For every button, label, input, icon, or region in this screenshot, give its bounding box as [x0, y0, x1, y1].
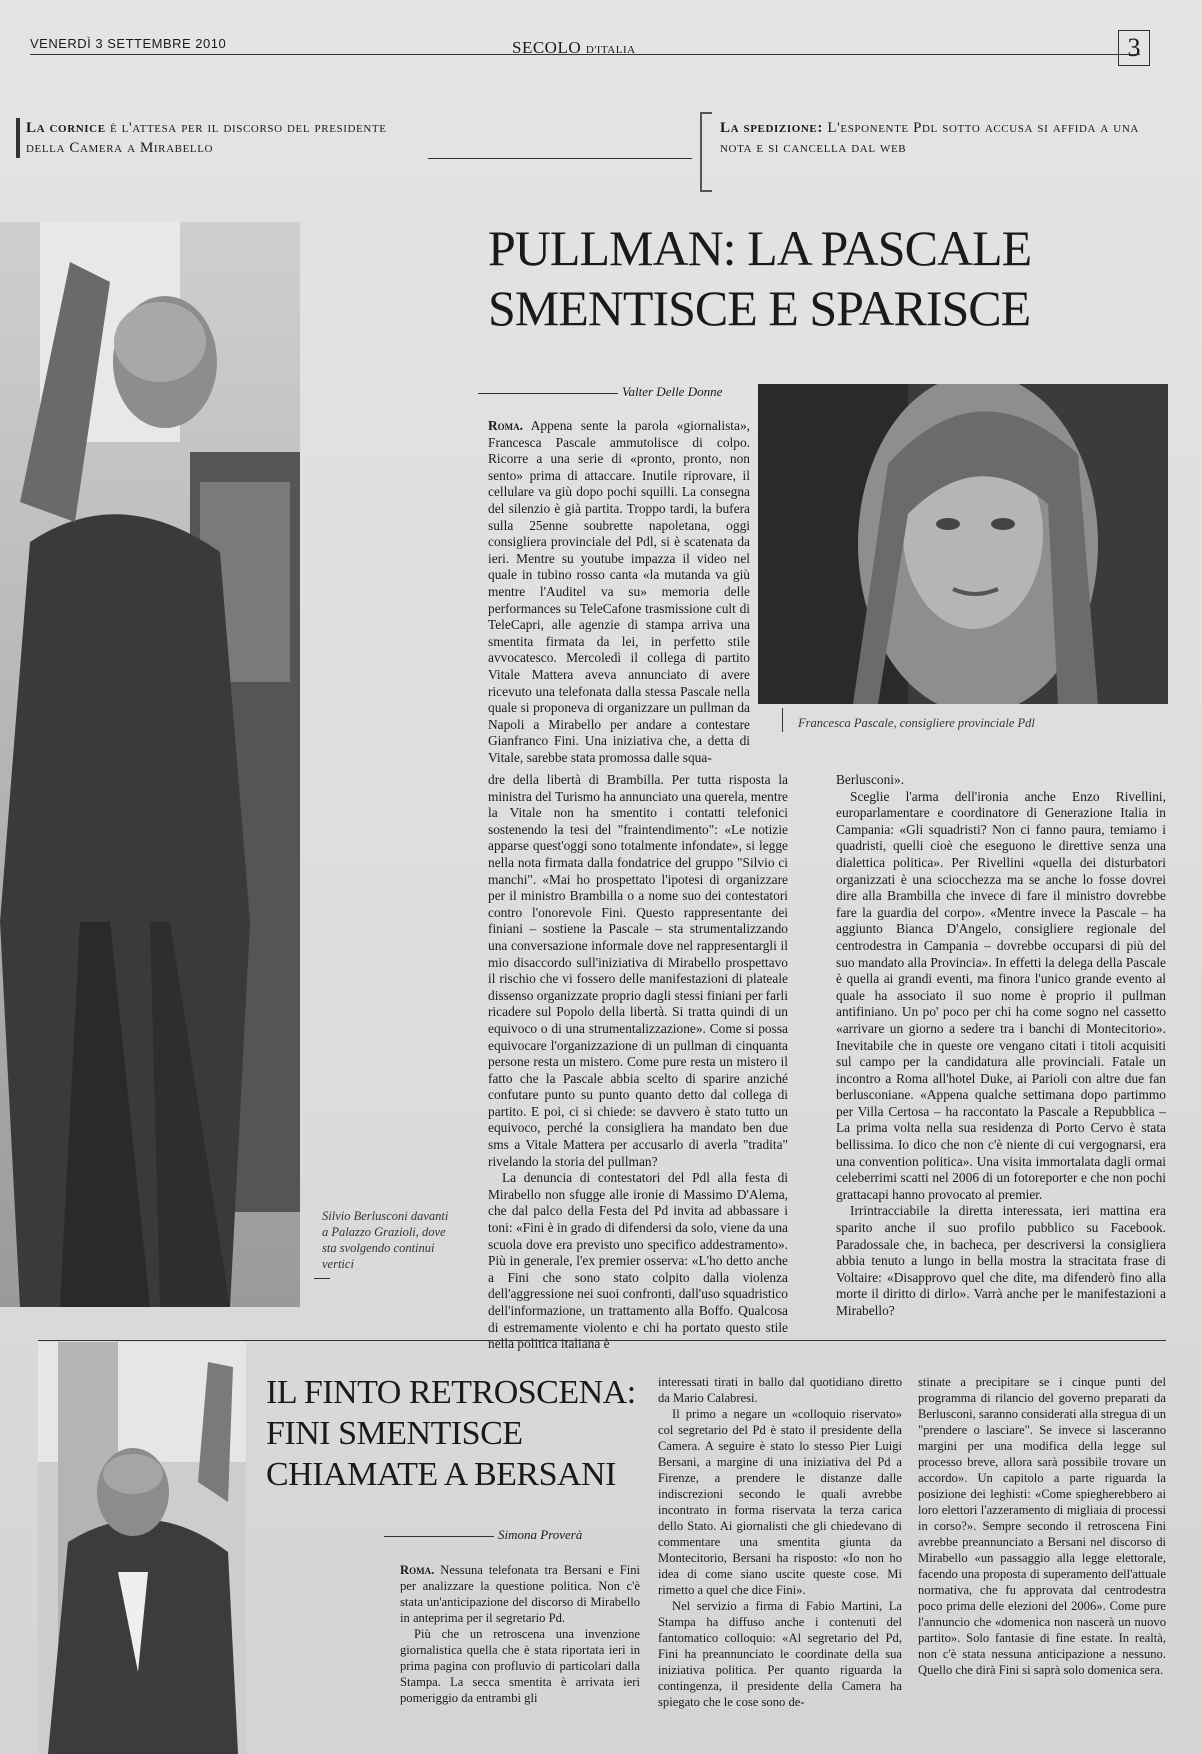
- kicker-left-lead: La cornice: [26, 120, 106, 136]
- headline-main: PULLMAN: LA PASCALE SMENTISCE E SPARISCE: [488, 220, 1032, 336]
- kicker-right: [720, 118, 1160, 158]
- headline-secondary: IL FINTO RETROSCENA: FINI SMENTISCE CHIAMATE A BERSANI: [266, 1374, 636, 1493]
- kicker-bracket: [700, 112, 712, 192]
- dateline-city: Roma.: [488, 418, 524, 433]
- kicker-right-text: L'esponente Pdl sotto accusa si affida a una nota e si cancella dal web: [720, 120, 1139, 156]
- article2-column-1: [400, 1562, 640, 1706]
- paragraph: interessati tirati in ballo dal quotidiano diretto da Mario Calabresi.: [658, 1375, 902, 1405]
- article1-column-1: [488, 418, 750, 766]
- paragraph: Più che un retroscena una invenzione giornalistica quella che è stata riportata ieri in prima pagina con profluvio di particolari dalla Stampa. La secca smentita è arrivata ieri pomeriggio da entrambi gli: [400, 1627, 640, 1705]
- masthead-main: SECOLO: [512, 38, 582, 57]
- article2-column-3: [918, 1374, 1166, 1678]
- dateline-city: Roma.: [400, 1563, 435, 1577]
- article2-column-2: [658, 1374, 902, 1710]
- paragraph: La denuncia di contestatori del Pdl alla festa di Mirabello non sfugge alle ironie di Massimo D'Alema, che dal palco della Festa del Pd invita ad abbassare i toni: «Fini è in grado di difendersi da solo, viene da una scuola dove era previsto uno specifico addestramento». Più in generale, l'ex premier osserva: «L'ho detto anche a Fini che sono stato colpito dalla violenza dell'aggressione nei suoi confronti, dall'uso squadristico dell'informazione, un trattamento alla Boffo. Qualcosa di estremamente violento e chi ha portato questo stile nella politica italiana è: [488, 1170, 788, 1352]
- masthead-small: D'ITALIA: [585, 44, 636, 56]
- paragraph: Il primo a negare un «colloquio riservato» col segretario del Pd è stato il presidente della Camera. A seguire è stato lo stesso Pier Luigi Bersani, a margine di una iniziativa del Pd a Firenze, a prendere le distanze dalle indiscrezioni secondo le quali avrebbe incontrato in forma riservata la terza carica dello Stato. Ai giornalisti che gli chiedevano di commentare una smentita giunta da Montecitorio, Bersani ha risposto: «Io non ho idea di come siano uscite queste cose. Mi rimetto a quel che dice Fini».: [658, 1407, 902, 1597]
- header-rule: [30, 54, 1140, 55]
- paragraph: Nel servizio a firma di Fabio Martini, La Stampa ha diffuso anche i contenuti del fantomatico colloquio: «Al segretario del Pd, Fini ha preannunciato le coordinate della sua iniziativa politica. Per quanto riguarda la contingenza, il presidente della Camera ha spiegato che le cose sono de-: [658, 1599, 902, 1709]
- byline-secondary: Simona Proverà: [384, 1527, 582, 1543]
- pascale-photo: [758, 384, 1168, 704]
- caption-rule: [314, 1278, 330, 1279]
- article1-column-2: [488, 772, 788, 1353]
- caption-berlusconi: Silvio Berlusconi davanti a Palazzo Grazioli, dove sta svolgendo continui vertici: [322, 1209, 449, 1271]
- kicker-left-text: è l'attesa per il discorso del presidente della Camera a Mirabello: [26, 120, 387, 156]
- bersani-photo: [38, 1342, 246, 1754]
- issue-date: VENERDÌ 3 SETTEMBRE 2010: [30, 36, 227, 51]
- article2-col1-p1: Nessuna telefonata tra Bersani e Fini per analizzare la questione politica. Non c'è stata un'anticipazione del discorso di Mirabello in anteprima per il segretario Pd.: [400, 1563, 640, 1625]
- kicker-rule: [428, 158, 692, 159]
- article1-col1-text: Appena sente la parola «giornalista», Francesca Pascale ammutolisce di colpo. Ricorre a una serie di «pronto, pronto, non sento» prima di attaccare. Inutile riprovare, il cellulare va giù dopo pochi squilli. La consegna del silenzio è già partita. Troppo tardi, la bufera sulla 25enne soubrette napoletana, oggi consigliera provinciale del Pdl, si è scatenata da ieri. Mentre su youtube impazza il video nel quale in tubino rosso canta «la mutanda va giù mentre l'Auditel va su» memoria delle performances su TeleCafone trasmissione cult di TeleCapri, alle agenzie di stampa arriva una smentita firmata da lei, in perfetto stile avvocatesco. Mercoledì il collega di partito Vitale Mattera aveva annunciato di avere ricevuto una telefonata dalla stessa Pascale nella quale si proponeva di organizzare un pullman da Napoli a Mirabello per andare a contestare Gianfranco Fini. Una iniziativa che, a detta di Vitale, sarebbe stata promossa dalle squa-: [488, 418, 750, 765]
- paragraph: Sceglie l'arma dell'ironia anche Enzo Rivellini, europarlamentare e coordinatore di Generazione Italia in Campania: «Gli squadristi? Non ci fanno paura, temiamo i quadristi, quelli cioè che eseguono le direttive senza una dialettica politica». Per Rivellini «quella dei disturbatori organizzati è una sciocchezza ma se anche lo fosse dovrei dire alla Brambilla che invece di fare il ministro dovrebbe fare la guardia del corpo». «Mentre invece la Pascale – ha aggiunto Bianca D'Angelo, consigliere regionale del centrodestra in Campania – dovrebbe occuparsi di più del suo mandato alla Provincia». In effetti la delega della Pascale è quella ai grandi eventi, ma finora l'unico grande evento al quale ha associato il suo nome è proprio il pullman antifiniano. Un po' poco per chi ha come sogno nel cassetto «arrivare un giorno a sedere tra i banchi di Montecitorio». Inevitabile che in queste ore vengano citati i titoli acquisiti sul campo per la candidatura alle provinciali. Fatale un incontro a Roma all'hotel Duke, ai Parioli con altre due fan berlusconiane. «Appena qualche settimana dopo partimmo per Villa Certosa – ha raccontato la Pascale a Repubblica – La prima volta nella sua residenza di Porto Cervo è stata bellissima. Io dico che non c'è niente di cui vergognarsi, era una convention politica». Una visita immortalata dagli ormai celeberrimi scatti nel 2006 di un fotoreporter e che non pochi grattacapi hanno provocato al premier.: [836, 788, 1166, 1202]
- section-divider: [38, 1340, 1166, 1341]
- kicker-left: [16, 118, 406, 158]
- kicker-right-lead: La spedizione:: [720, 120, 823, 136]
- byline-main: Valter Delle Donne: [478, 384, 722, 400]
- paragraph: Irrintracciabile la diretta interessata, ieri mattina era sparito anche il suo profilo pubblico su Facebook. Paradossale che, in bacheca, per descriversi la consigliera abbia tenuto a lungo in bella mostra la stracitata frase di Voltaire: «Disapprovo quel che dite, ma difenderò fino alla morte il diritto di dirlo». Varrà anche per le manifestazioni a Mirabello?: [836, 1203, 1166, 1318]
- page-number: 3: [1118, 30, 1150, 66]
- paragraph: Berlusconi».: [836, 772, 905, 787]
- berlusconi-photo: [0, 222, 300, 1307]
- caption-pascale: Francesca Pascale, consigliere provinciale Pdl: [798, 716, 1035, 730]
- caption-bar: [782, 708, 783, 732]
- masthead: [512, 38, 636, 58]
- paragraph: stinate a precipitare se i cinque punti del programma di rilancio del governo preparati da Berlusconi, saranno considerati alla stregua di un "prendere o lasciare". Se invece si lasceranno margini per una modifica della legge sul processo breve, allora sarà possibile trovare un accordo». Un capitolo a parte riguarda la posizione dei leghisti: «Come spiegherebbero ai loro elettori l'azzeramento di migliaia di processi in corso?». Sempre secondo il retroscena Fini avrebbe preannunciato a Bersani nel discorso di Mirabello «un passaggio alla legge elettorale, facendo una proposta di superamento dell'attuale normativa, che fu approvata dal centrodestra poco prima delle elezioni del 2006». Come pure l'annuncio che «domenica non nascerà un nuovo partito». Solo fantasie di fine estate. In realtà, non c'è stata nessuna anticipazione a nessuno. Quello che dirà Fini si saprà solo domenica sera.: [918, 1375, 1166, 1677]
- article1-column-3: [836, 772, 1166, 1320]
- paragraph: dre della libertà di Brambilla. Per tutta risposta la ministra del Turismo ha annunciato una querela, mentre la Vitale non ha smentito i contatti telefonici sostenendo la tesi del "fraintendimento": «Le notizie apparse quest'oggi sono totalmente infondate», si legge nella nota firmata dalla fondatrice del gruppo "Silvio ci manchi". «Mai ho prospettato l'ipotesi di organizzare per il ministro Brambilla o a nome suo dei contestatori contro l'onorevole Fini. Questo rappresentante dei finiani – sostiene la Pascale – sta strumentalizzando una conversazione informale dove nel rappresentargli il mio disaccordo sull'iniziativa di Mirabello prospettavo il rischio che vi fossero delle manifestazioni di plateale dissenso organizzate proprio dagli stessi finiani per farli ricadere sul Popolo della libertà. Si tratta quindi di un equivoco o di una strumentalizzazione». Come si possa equivocare l'organizzazione di un pullman di cinquanta persone resta un mistero. Come pure resta un mistero il fatto che la Pascale abbia scelto di sparire anziché confutare punto su punto quanto detto dal collega di partito. E poi, ci si chiede: se davvero è stato tutto un equivoco, perché la consigliera ha mandato ben due sms a Vitale Mattera per accusarlo di averla "tradita" rivelando la storia del pullman?: [488, 772, 788, 1169]
